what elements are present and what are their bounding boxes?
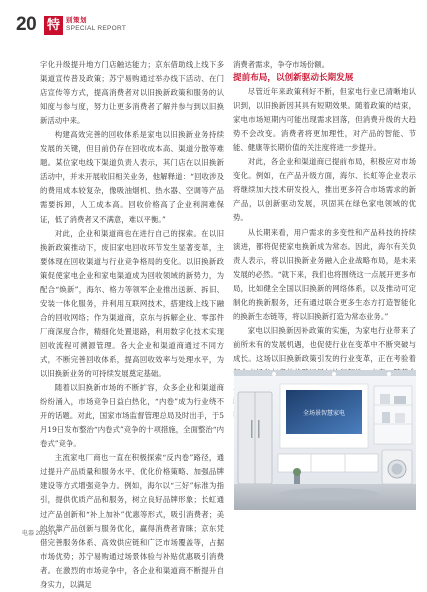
page-number: 20: [16, 14, 37, 35]
left-column: [40, 58, 224, 592]
section-logo: 特: [44, 16, 63, 35]
paragraph: 字化升级提升地方门店触达能力；京东借助线上线下多渠道宣传普及政策；苏宁易购通过举办线下活动、在门店宣传等方式，提高消费者对以旧换新政策和服务的认知度与参与度，努力让更多消费者了解并参与到以旧换新活动中来。: [40, 60, 224, 126]
paragraph: 主流家电厂商也一直在积极探索“反内卷”路径，通过提升产品质量和服务水平、优化价格策略、加强品牌建设等方式增强竞争力。例如，海尔以“三好”标准为指引，提供优质产品和服务，树立良好品牌形象；长虹通过产品创新和“补上加补”优惠等形式，吸引消费者；美的依靠产品创新与服务优化，赢得消费者青睐；京东凭借完善服务体系、高效供应链和广泛市场覆盖等，占据市场优势；苏宁易购通过场景体验与补贴优惠吸引消费者。在激烈的市场竞争中，各企业和渠道商不断提升自身实力，以满足: [40, 453, 224, 589]
screen-caption: 全场景智慧家电: [302, 410, 346, 417]
right-column: [233, 58, 416, 422]
showroom-illustration: [234, 370, 416, 510]
paragraph: 从长期来看，用户需求的多变性和产品科技的持续演进，都将促使家电换新成为常态。因此，海尔有关负责人表示，将以旧换新业务融入企业战略布局，是未来发展的必然。“就下来，我们也将围绕这一点展开更多布局，比如健全全国以旧换新的网络体系，以及推动可定制化的换新服务，还有通过联合更多生态方打造智能化的换新生态链等，将以旧换新打造为常态业务。”: [233, 227, 416, 321]
paragraph: 消费者需求，争夺市场份额。: [233, 60, 330, 69]
paragraph: 构建高效完善的回收体系是家电以旧换新业务持续发展的关键，但目前仍存在回收成本高、渠道分散等难题。某位家电线下渠道负责人表示，其门店在以旧换新活动中，并未开展收旧相关业务，他解释道：“回收涉及的费用成本较复杂，像吸油烟机、热水器、空调等产品需要拆卸，人工成本高。回收价格高了企业利润难保证，低了消费者又不满意，难以平衡。”: [40, 130, 224, 224]
section-title-cn: 别策划: [66, 16, 87, 24]
showroom-photo: [234, 370, 416, 510]
paragraph: 对此，各企业和渠道商已提前布局，积极应对市场变化。例如，在产品升级方面，海尔、长虹等企业表示将继续加大技术研发投入，推出更多符合市场需求的新产品，以创新驱动发展，巩固其在绿色家电领域的优势。: [233, 157, 416, 223]
paragraph: 随着以旧换新市场的不断扩容，众多企业和渠道商纷纷涌入，市场竞争日益白热化，“内卷”成为行业绕不开的话题。对此，国家市场监督管理总局及时出手，于5月19日发布整治“内卷式”竞争的十项措施，全面整治“内卷式”竞争。: [40, 383, 224, 449]
paragraph-text: 家电以旧换新因补政策的实施，为家电行业带来了前所未有的发展机遇，也促使行业在变革中不断突破与成长。这场以旧换新政策引发的行业变革，正在考验着: [233, 325, 416, 363]
paragraph: 尽管近年来政策利好不断，但家电行业已清晰地认识到，以旧换新因其具有短期效果。随着政策的结束，家电市场短期内可能出现需求回落，但消费升级的大趋势不会改变。消费者将更加理性，对产品的智能、节能、健康等长期价值的关注度将进一步提升。: [233, 87, 416, 153]
section-subheading: 提前布局，以创新驱动长期发展: [233, 73, 354, 84]
section-title-en: SPECIAL REPORT: [66, 25, 127, 32]
paragraph: 对此，企业和渠道商也在进行自己的探索。在以旧换新政策推动下，废旧家电回收环节发生显著变革，主要体现在回收渠道与行业竞争格局的变化。以旧换新政策促使家电企业和家电渠道成为回收领域的新势力，为配合“焕新”，海尔、格力等领军企业推出送新、拆旧、安装一体化服务，并利用互联网技术，搭建线上线下融合的回收网络；作为渠道商，京东与拆解企业、零部件厂商深度合作，精细化处置退路，利用数字化技术实现回收流程可溯源管理。各大企业和渠道商通过不同方式，不断完善回收体系，提高回收效率与处理水平，为以旧换新业务的可持续发展奠定基础。: [40, 228, 224, 379]
page-footer: 电器 2025 / 6: [22, 531, 58, 537]
page-header: [16, 14, 411, 38]
